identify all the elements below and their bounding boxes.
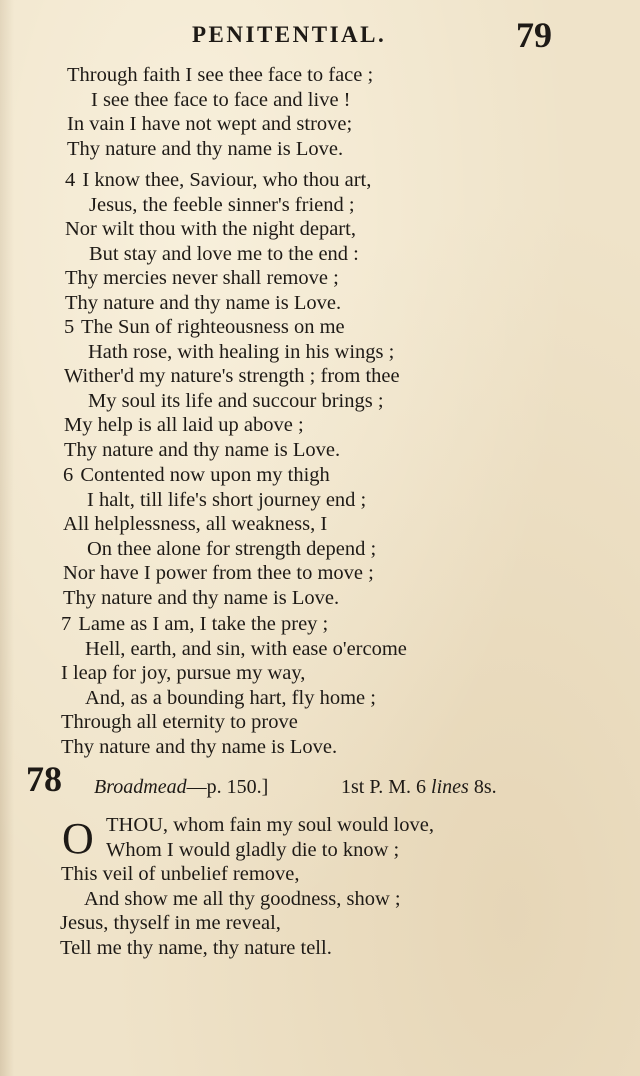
verse-line: Hell, earth, and sin, with ease o'ercome [85, 637, 407, 660]
verse-line: And show me all thy goodness, show ; [84, 887, 401, 910]
meter-prefix: 1st P. M. 6 [341, 776, 427, 798]
hymn-number: 78 [26, 759, 62, 799]
verse-line: I leap for joy, pursue my way, [61, 662, 306, 684]
verse-line: Thy mercies never shall remove ; [65, 267, 339, 289]
tune-page-ref: —p. 150.] [186, 776, 269, 798]
verse-line: The Sun of righteousness on me [81, 316, 345, 338]
running-title: PENITENTIAL. [192, 22, 387, 47]
verse-line: In vain I have not wept and strove; [67, 113, 353, 135]
verse-6 [0, 463, 640, 610]
verse-line: THOU, whom fain my soul would love, [106, 814, 434, 836]
verse-continuation [0, 63, 640, 161]
verse-line: Hath rose, with healing in his wings ; [88, 340, 395, 363]
verse-line: I know thee, Saviour, who thou art, [82, 169, 372, 191]
verse-line: Thy nature and thy name is Love. [65, 291, 342, 314]
verse-line: This veil of unbelief remove, [61, 863, 300, 885]
verse-line: My soul its life and succour brings ; [88, 389, 384, 412]
verse-line: Wither'd my nature's strength ; from thee [64, 365, 400, 387]
verse-line: Jesus, the feeble sinner's friend ; [89, 193, 355, 216]
drop-cap: O [62, 814, 94, 863]
verse-line: My help is all laid up above ; [64, 414, 304, 436]
tune-name: Broadmead [94, 776, 187, 798]
page-number: 79 [516, 15, 552, 55]
verse-line: Contented now upon my thigh [80, 464, 330, 486]
verse-line: Through faith I see thee face to face ; [67, 64, 374, 86]
verse-line: Whom I would gladly die to know ; [106, 838, 400, 861]
verse-line: Through all eternity to prove [61, 711, 298, 733]
verse-line: Thy nature and thy name is Love. [64, 438, 341, 461]
verse-7 [0, 612, 640, 759]
verse-number: 5 [64, 316, 75, 338]
hymn-header [0, 759, 640, 802]
verse-line: I halt, till life's short journey end ; [87, 488, 367, 511]
verse-first-line [0, 463, 640, 488]
verse-line: But stay and love me to the end : [89, 242, 359, 265]
tune-reference [94, 776, 268, 799]
verse-line: Jesus, thyself in me reveal, [60, 912, 281, 934]
verse-line: Lame as I am, I take the prey ; [78, 613, 329, 635]
verse-line: On thee alone for strength depend ; [87, 537, 377, 560]
verse-first-line [0, 168, 640, 193]
meter-lines-word: lines [431, 776, 469, 798]
verse-line: Nor wilt thou with the night depart, [65, 218, 356, 240]
meter [341, 776, 497, 799]
page-header [0, 15, 640, 60]
verse-number: 4 [65, 169, 76, 191]
meter-suffix: 8s. [473, 776, 497, 798]
verse-line: Thy nature and thy name is Love. [67, 137, 344, 160]
verse-line: All helplessness, all weakness, I [63, 513, 328, 535]
verse-line: Thy nature and thy name is Love. [61, 735, 338, 758]
verse-line: I see thee face to face and live ! [91, 88, 351, 111]
verse-line: And, as a bounding hart, fly home ; [85, 686, 376, 709]
verse-line: Nor have I power from thee to move ; [63, 562, 374, 584]
verse-first-line [0, 315, 640, 340]
verse-line: Thy nature and thy name is Love. [63, 586, 340, 609]
verse-line: Tell me thy name, thy nature tell. [60, 936, 332, 959]
verse-4 [0, 168, 640, 315]
verse-5 [0, 315, 640, 462]
hymn-78-verse-1 [0, 813, 640, 960]
verse-number: 6 [63, 464, 74, 486]
verse-first-line [0, 612, 640, 637]
verse-number: 7 [61, 613, 72, 635]
